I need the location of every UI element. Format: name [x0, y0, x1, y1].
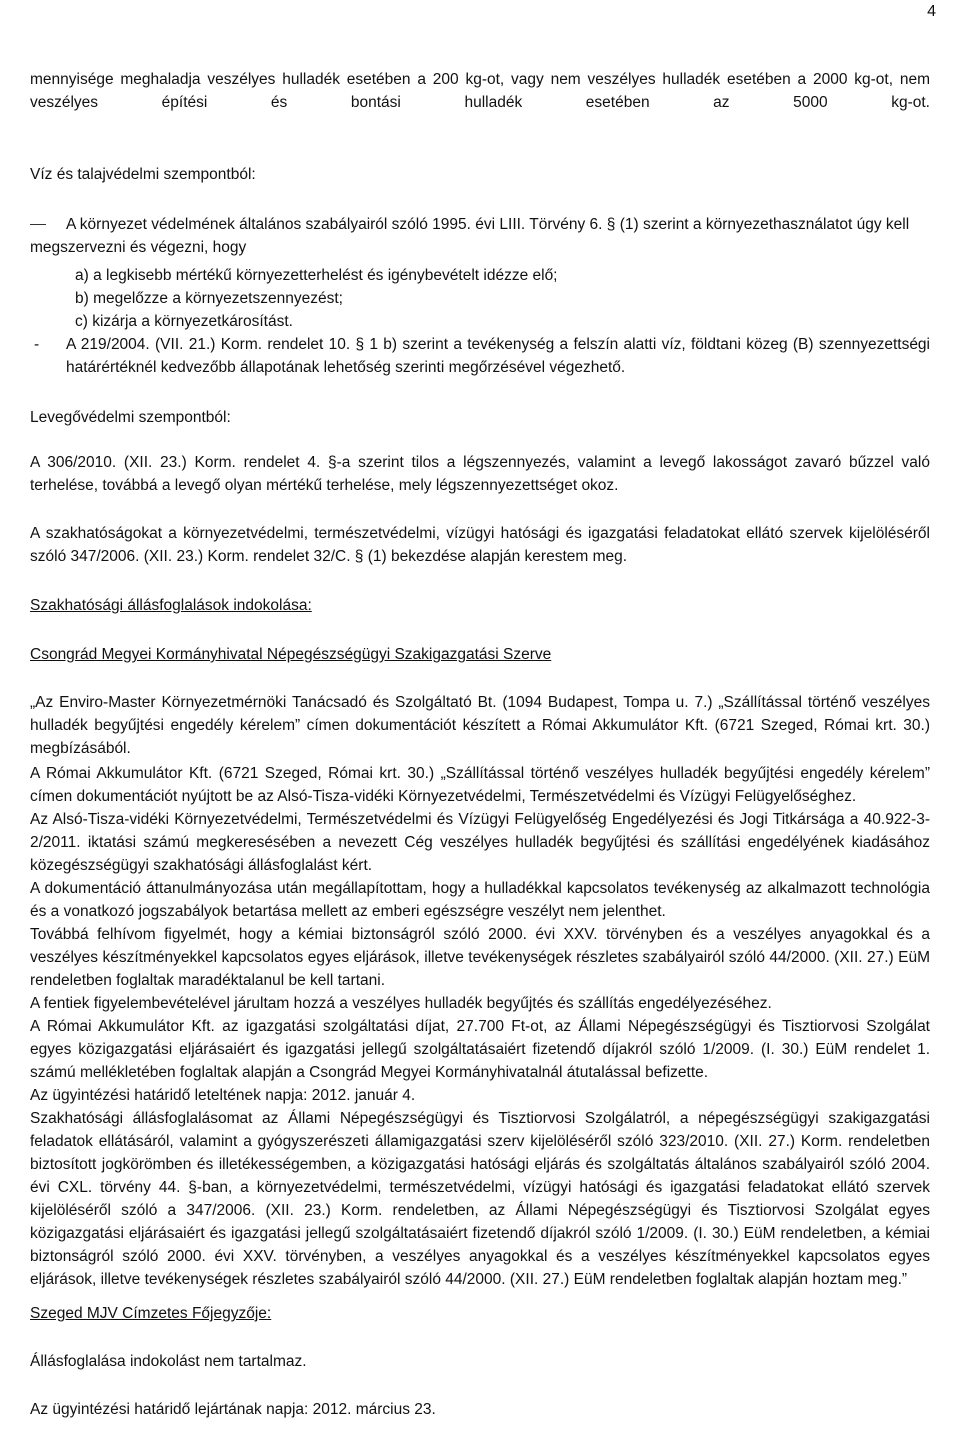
- paragraph-statement-basis: Szakhatósági állásfoglalásomat az Állami Népegészségügyi és Tisztiorvosi Szolgálatról, a népegészségügyi szakigazgatási feladatok ellátásáról, valamint a gyógyszerészeti államigazgatási szerv kijelöléséről szóló 323/2010. (XII. 27.) Korm. rendeletben biztosított jogkörömben és illetékességemben, a közigazgatási hatósági eljárás és szolgáltatás általános szabályairól szóló 2004. évi CXL. törvény 44. §-ban, a környezetvédelmi, természetvédelmi, vízügyi hatósági és igazgatási feladatokat ellátó szervek kijelöléséről szóló a 347/2006. (XII. 23.) Korm. rendeletben, az Állami Népegészségügyi és Tisztiorvosi Szolgálat egyes közigazgatási eljárásaiért és igazgatási jellegű szolgáltatásaiért fizetendő díjakról szóló 1/2009. (I. 30.) EüM rendeletben, a kémiai biztonságról szóló 2000. évi XXV. törvényben, a veszélyes anyagokkal és a veszélyes készítményekkel kapcsolatos egyes eljárások, illetve tevékenységek részletes szabályairól szóló 44/2000. (XII. 27.) EüM rendeletben foglaltak alapján hoztam meg.”: [30, 1110, 930, 1288]
- paragraph-enviro-master: „Az Enviro-Master Környezetmérnöki Tanácsadó és Szolgáltató Bt. (1094 Budapest, Tompa u. 7.) „Szállítással történő veszélyes hulladék begyűjtési engedély kérelem” címen dokumentációt készített a Római Akkumulátor Kft. (6721 Szeged, Római krt. 30.) megbízásából.: [30, 694, 930, 757]
- paragraph-deadline-2: Az ügyintézési határidő lejártának napja: 2012. március 23.: [30, 1401, 436, 1418]
- paragraph-intro: mennyisége meghaladja veszélyes hulladék esetében a 200 kg-ot, vagy nem veszélyes hulladék esetében a 2000 kg-ot, nem veszélyes építési és bontási hulladék esetében az 5000 kg-ot.: [30, 71, 930, 111]
- paragraph-authorities: A szakhatóságokat a környezetvédelmi, természetvédelmi, vízügyi hatósági és igazgatási feladatokat ellátó szervek kijelöléséről szóló 347/2006. (XII. 23.) Korm. rendelet 32/C. § (1) bekezdése alapján kerestem meg.: [30, 525, 930, 565]
- paragraph-also-tisza: Az Alsó-Tisza-vidéki Környezetvédelmi, Természetvédelmi és Vízügyi Felügyelőség Engedélyezési és Jogi Titkársága a 40.922-3-2/2011. iktatási számú megkeresésében a nevezett Cég veszélyes hulladék begyűjtési és szállítási engedélyének kiadásához közegészségügyi szakhatósági állásfoglalást kért.: [30, 811, 930, 874]
- paragraph-fee: A Római Akkumulátor Kft. az igazgatási szolgáltatási díjat, 27.700 Ft-ot, az Állami Népegészségügyi és Tisztiorvosi Szolgálat egyes közigazgatási eljárásaiért és igazgatási jellegű szolgáltatásaiért fizetendő díjakról szóló 1/2009. (I. 30.) EüM rendelet 1. számú mellékletében foglaltak alapján a Csongrád Megyei Kormányhivatalnál átutalással befizette.: [30, 1018, 930, 1081]
- paragraph-no-reasoning: Állásfoglalása indokolást nem tartalmaz.: [30, 1353, 307, 1370]
- paragraph-furthermore: Továbbá felhívom figyelmét, hogy a kémiai biztonságról szóló 2000. évi XXV. törvényben és a veszélyes anyagokkal és a veszélyes készítményekkel kapcsolatos egyes eljárások, illetve tevékenységek részletes szabályairól szóló 44/2000. (XII. 27.) EüM rendeletben foglaltak maradéktalanul be kell tartani.: [30, 926, 930, 989]
- page-number: 4: [927, 3, 936, 20]
- heading-csongrad: Csongrád Megyei Kormányhivatal Népegészségügyi Szakigazgatási Szerve: [30, 646, 552, 663]
- heading-water-soil: Víz és talajvédelmi szempontból:: [30, 166, 256, 183]
- law-1995-line1: A környezet védelmének általános szabályairól szóló 1995. évi LIII. Törvény 6. § (1) szerint a környezethasználatot úgy kell: [66, 216, 910, 233]
- heading-szeged: Szeged MJV Címzetes Főjegyzője:: [30, 1305, 272, 1322]
- subitem-b: b) megelőzze a környezetszennyezést;: [75, 290, 343, 307]
- regulation-219-2004: A 219/2004. (VII. 21.) Korm. rendelet 10. § 1 b) szerint a tevékenység a felszín alatti víz, földtani közeg (B) szennyezettségi határértéknél kedvezőbb állapotának lehetőség szerinti megőrzésével végezhető.: [66, 336, 930, 376]
- subitem-a: a) a legkisebb mértékű környezetterhelést és igénybevételt idézze elő;: [75, 267, 558, 284]
- heading-reasons: Szakhatósági állásfoglalások indokolása:: [30, 597, 312, 614]
- list-dash-icon: [30, 224, 46, 225]
- heading-air: Levegővédelmi szempontból:: [30, 409, 231, 426]
- list-bullet: -: [34, 336, 40, 353]
- law-1995-line2: megszervezni és végezni, hogy: [30, 239, 247, 256]
- subitem-c: c) kizárja a környezetkárosítást.: [75, 313, 293, 330]
- paragraph-documentation: A dokumentáció áttanulmányozása után megállapítottam, hogy a hulladékkal kapcsolatos tevékenység az alkalmazott technológia és a vonatkozó jogszabályok betartása mellett az emberi egészségre veszélyt nem jelenthet.: [30, 880, 930, 920]
- paragraph-deadline-1: Az ügyintézési határidő leteltének napja: 2012. január 4.: [30, 1087, 416, 1104]
- paragraph-romai-akkumulator: A Római Akkumulátor Kft. (6721 Szeged, Római krt. 30.) „Szállítással történő veszélyes hulladék begyűjtési engedély kérelem” címen dokumentációt nyújtott be az Alsó-Tisza-vidéki Környezetvédelmi, Természetvédelmi és Vízügyi Felügyelőséghez.: [30, 765, 930, 805]
- paragraph-consent: A fentiek figyelembevételével járultam hozzá a veszélyes hulladék begyűjtés és szállítás engedélyezéséhez.: [30, 995, 772, 1012]
- regulation-306-2010: A 306/2010. (XII. 23.) Korm. rendelet 4. §-a szerint tilos a légszennyezés, valamint a levegő lakosságot zavaró bűzzel való terhelése, továbbá a levegő olyan mértékű terhelése, mely légszennyezettséget okoz.: [30, 454, 930, 494]
